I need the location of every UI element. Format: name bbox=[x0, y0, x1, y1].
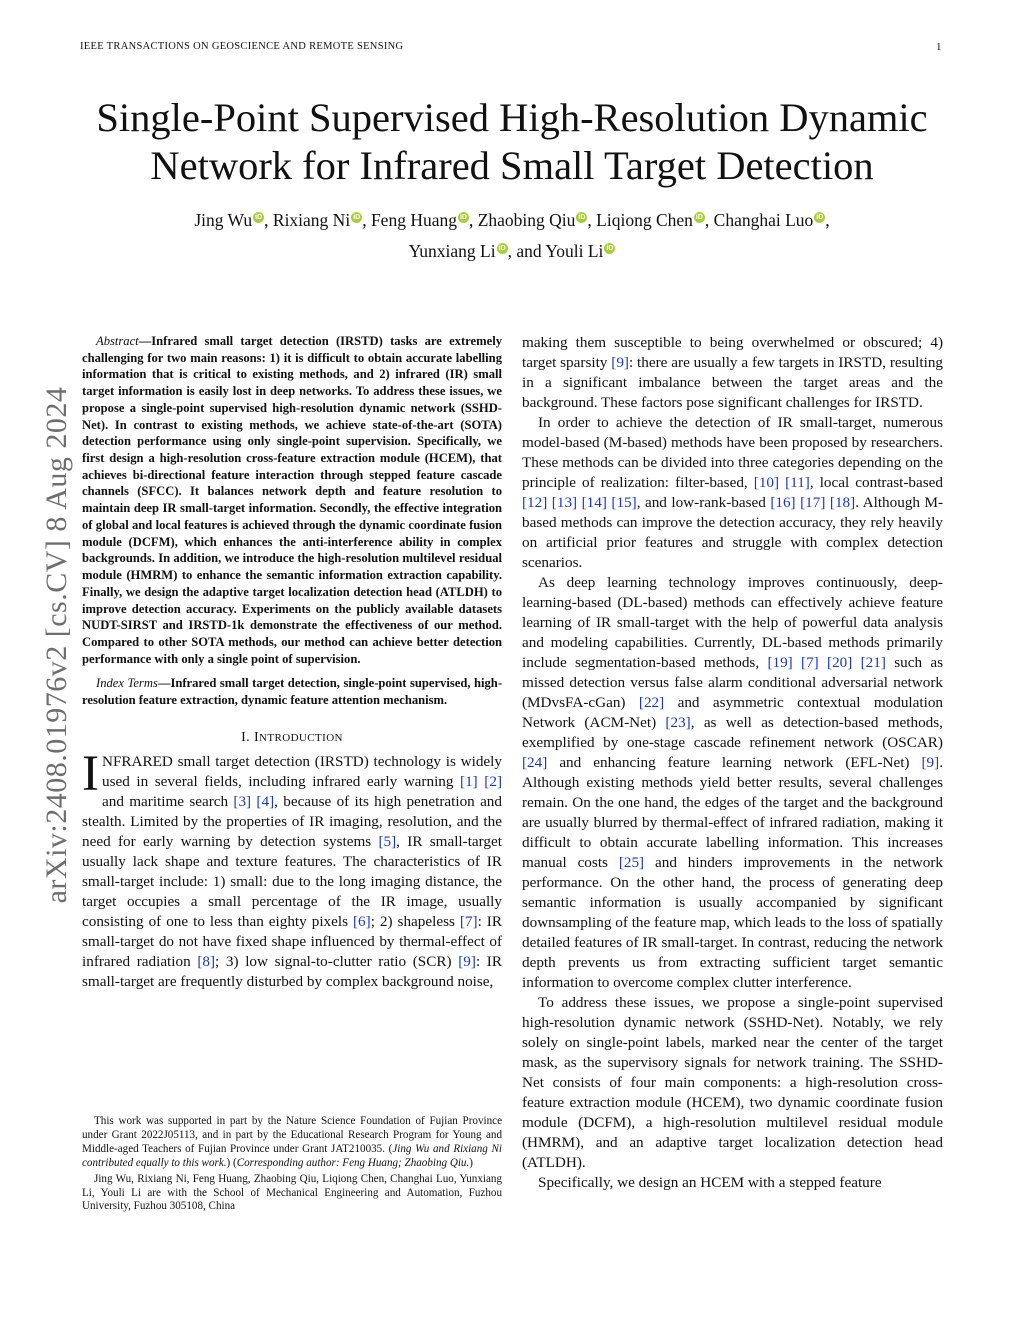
author-list bbox=[60, 205, 964, 267]
citation-link[interactable]: [11] bbox=[785, 474, 810, 491]
drop-cap: I bbox=[82, 745, 99, 802]
author-name: Changhai Luo bbox=[713, 210, 814, 230]
citation-link[interactable]: [21] bbox=[860, 654, 886, 671]
index-terms-text: —Infrared small target detection, single-point supervised, high-resolution feature extraction, dynamic feature attention mechanism. bbox=[82, 676, 503, 708]
author-name: Jing Wu bbox=[194, 210, 253, 230]
author-line-1: Jing Wu iD , Rixiang Ni iD , Feng Huang iD , Zhaobing Qiu iD , Liqiong Chen iD , Changhai Luo iD , bbox=[194, 210, 830, 230]
citation-link[interactable]: [13] bbox=[551, 494, 578, 511]
body-text-run: : IR small-target are frequently disturbed by complex background noise, bbox=[82, 952, 502, 990]
body-text-run: , local contrast-based bbox=[809, 474, 943, 491]
orcid-icon[interactable]: iD bbox=[353, 214, 361, 221]
body-text-run: Specifically, we design an HCEM with a stepped feature bbox=[538, 1174, 882, 1191]
citation-link[interactable]: [12] bbox=[522, 494, 548, 511]
citation-link[interactable]: [18] bbox=[829, 494, 856, 511]
footnotes bbox=[82, 1115, 502, 1216]
orcid-icon[interactable]: iD bbox=[459, 214, 467, 221]
citation-link[interactable]: [9] bbox=[921, 754, 940, 771]
body-text-run: and enhancing feature learning network (EFL-Net) bbox=[547, 754, 922, 771]
citation-link[interactable]: [9] bbox=[611, 354, 629, 371]
body-text-run: , as well as detection-based methods, exemplified by one-stage cascade refinement network (OSCAR) bbox=[522, 714, 943, 751]
citation-link[interactable]: [8] bbox=[197, 952, 216, 970]
citation-link[interactable]: [7] bbox=[801, 654, 819, 671]
citation-link[interactable]: [25] bbox=[618, 854, 645, 871]
abstract bbox=[82, 333, 502, 667]
paper-title: Single-Point Supervised High-Resolution Dynamic Network for Infrared Small Target Detection bbox=[96, 95, 928, 188]
body-text-run: and asymmetric contextual modulation Network (ACM-Net) bbox=[522, 694, 944, 731]
citation-link[interactable]: [1] bbox=[460, 772, 478, 790]
citation-link[interactable]: [22] bbox=[638, 694, 665, 711]
intro-text-right bbox=[522, 333, 943, 1193]
intro-paragraph-continued bbox=[522, 333, 943, 413]
index-terms-label: Index Terms bbox=[96, 676, 158, 691]
abstract-text: —Infrared small target detection (IRSTD) tasks are extremely challenging for two main reasons: 1) it is difficult to obtain accurate labelling information that is critical to existing methods, and 2) infrared (IR) small target information is easily lost in deep networks. To address these issues, we propose a single-point supervised high-resolution dynamic network (SSHD-Net). In contrast to existing methods, we achieve state-of-the-art (SOTA) detection performance using only single-point supervision. Specifically, we first design a high-resolution cross-feature extraction module (HCEM), that achieves bi-directional feature interaction through stepped feature cascade channels (SFCC). It balances network depth and feature resolution to maintain deep IR small-target information. Secondly, the effective integration of global and local features is achieved through the dynamic coordinate fusion module (DCFM), which enhances the anti-interference ability in complex backgrounds. In addition, we introduce the high-resolution multilevel residual module (HMRM) to enhance the semantic information extraction capability. Finally, we design the adaptive target localization detection head (ATLDH) to improve detection accuracy. Experiments on the publicly available datasets NUDT-SIRST and IRSTD-1k demonstrate the effectiveness of our method. Compared to other SOTA methods, our method can achieve better detection performance with only a single point of supervision. bbox=[82, 334, 502, 666]
citation-link[interactable]: [5] bbox=[378, 832, 397, 850]
citation-link[interactable]: [9] bbox=[458, 952, 476, 970]
citation-link[interactable]: [4] bbox=[256, 792, 275, 810]
body-text-run bbox=[793, 654, 801, 671]
citation-link[interactable]: [15] bbox=[611, 494, 637, 511]
body-text-run: , and low-rank-based bbox=[636, 494, 771, 511]
intro-paragraph bbox=[522, 413, 943, 573]
orcid-icon[interactable]: iD bbox=[606, 245, 614, 252]
affiliation-footnote: Jing Wu, Rixiang Ni, Feng Huang, Zhaobing Qiu, Liqiong Chen, Changhai Luo, Yunxiang Li, Youli Li are with the School of Mechanical Engineering and Automation, Fuzhou University, Fuzhou 305108, China bbox=[82, 1172, 502, 1213]
author-name: Yunxiang Li bbox=[408, 241, 496, 261]
orcid-icon[interactable]: iD bbox=[816, 214, 824, 221]
body-text-run: ; 2) shapeless bbox=[370, 912, 460, 930]
citation-link[interactable]: [19] bbox=[767, 654, 793, 671]
citation-link[interactable]: [16] bbox=[770, 494, 796, 511]
author-name: Rixiang Ni bbox=[272, 210, 351, 230]
running-head: IEEE TRANSACTIONS ON GEOSCIENCE AND REMOTE SENSING bbox=[80, 41, 404, 52]
section-title-initial: I bbox=[253, 729, 260, 745]
section-title-rest: NTRODUCTION bbox=[259, 731, 343, 744]
author-name: Zhaobing Qiu bbox=[477, 210, 576, 230]
body-text-run: : IR small-target do not have fixed shape influenced by thermal-effect of infrared radiation bbox=[82, 912, 502, 970]
body-text-run: making them susceptible to being overwhelmed or obscured; 4) target sparsity bbox=[522, 334, 943, 371]
author-line-2: Yunxiang Li iD , and Youli Li iD bbox=[408, 241, 614, 261]
arxiv-stamp: arXiv:2408.01976v2 [cs.CV] 8 Aug 2024 bbox=[40, 386, 73, 904]
body-text-run: . Although existing methods yield better results, several challenges remain. On the one hand, the edges of the target and the background are usually blurred by thermal-effect of infrared radiation, making it difficult to obtain accurate labelling information. This increases manual costs bbox=[522, 754, 943, 871]
intro-paragraph bbox=[522, 1173, 943, 1193]
body-text-run: , IR small-target usually lack shape and texture features. The characteristics of IR small-target include: 1) small: due to the long imaging distance, the target occupies a small percentage of the IR image, usually consisting of one to less than eighty pixels bbox=[82, 832, 502, 930]
intro-paragraph bbox=[522, 993, 943, 1173]
citation-link[interactable]: [10] bbox=[753, 474, 780, 491]
author-name: Feng Huang bbox=[370, 210, 457, 230]
left-column bbox=[82, 333, 502, 992]
body-text-run: NFRARED small target detection (IRSTD) technology is widely used in several fields, including infrared early warning bbox=[101, 752, 502, 790]
body-text-run: In order to achieve the detection of IR small-target, numerous model-based (M-based) methods have been proposed by researchers. These methods can be divided into three categories depending on the principle of realization: filter-based, bbox=[522, 414, 943, 491]
abstract-label: Abstract bbox=[96, 334, 139, 348]
body-text-run bbox=[819, 654, 827, 671]
citation-link[interactable]: [6] bbox=[352, 912, 371, 930]
orcid-icon[interactable]: iD bbox=[255, 214, 263, 221]
index-terms bbox=[82, 675, 502, 708]
citation-link[interactable]: [3] bbox=[233, 792, 252, 810]
citation-link[interactable]: [20] bbox=[827, 654, 853, 671]
body-text-run: and hinders improvements in the network performance. On the other hand, the process of generating deep semantic information is usually accompanied by significant downsampling of the feature map, which leads to the loss of spatially detailed features of IR small-target. In contrast, reducing the network depth prevents us from extracting sufficient target semantic information to overcome complex clutter interference. bbox=[522, 854, 943, 991]
citation-link[interactable]: [14] bbox=[581, 494, 607, 511]
body-text-run: . Although M-based methods can improve the detection accuracy, they rely heavily on artificial prior features and struggle with complex detection scenarios. bbox=[522, 494, 944, 571]
author-name: Youli Li bbox=[545, 241, 604, 261]
citation-link[interactable]: [7] bbox=[459, 912, 478, 930]
author-name: Liqiong Chen bbox=[596, 210, 693, 230]
orcid-icon[interactable]: iD bbox=[578, 214, 586, 221]
body-text-run: As deep learning technology improves continuously, deep-learning-based (DL-based) methods can effectively achieve feature learning of IR small-target with the help of powerful data analysis and modeling capabilities. Currently, DL-based methods primarily include segmentation-based methods, bbox=[522, 574, 943, 671]
citation-link[interactable]: [17] bbox=[800, 494, 826, 511]
right-column bbox=[522, 333, 943, 1193]
intro-text-left bbox=[82, 745, 503, 992]
orcid-icon[interactable]: iD bbox=[695, 214, 703, 221]
page-number: 1 bbox=[936, 41, 942, 53]
body-text-run: : there are usually a few targets in IRSTD, resulting in a significant imbalance between the target areas and the background. These factors pose significant challenges for IRSTD. bbox=[522, 354, 944, 411]
citation-link[interactable]: [2] bbox=[484, 772, 503, 790]
body-text-run: , because of its high penetration and stealth. Limited by the properties of IR imaging, resolution, and the need for early warning by detection systems bbox=[82, 792, 502, 850]
body-text-run: and maritime search bbox=[101, 792, 234, 810]
body-text-run: ; 3) low signal-to-clutter ratio (SCR) bbox=[215, 952, 459, 970]
section-heading-introduction bbox=[82, 730, 502, 746]
body-text-run bbox=[852, 654, 860, 671]
body-text-run: such as missed detection versus false alarm conditional adversarial network (MDvsFA-cGan) bbox=[522, 654, 943, 711]
citation-link[interactable]: [24] bbox=[522, 754, 548, 771]
body-text-run: To address these issues, we propose a single-point supervised high-resolution dynamic network (SSHD-Net). Notably, we rely solely on single-point labels, marked near the center of the target mask, as the supervisory signals for network training. The SSHD-Net consists of four main components: a high-resolution cross-feature extraction module (HCEM), two dynamic coordinate fusion module (DCFM), a high-resolution multilevel residual module (HMRM), and an adaptive target localization detection head (ATLDH). bbox=[522, 994, 943, 1171]
funding-footnote: This work was supported in part by the Nature Science Foundation of Fujian Province under Grant 2022J05113, and in part by the Educational Research Program for Young and Middle-aged Teachers of Fujian Province under Grant JAT210035. (Jing Wu and Rixiang Ni contributed equally to this work.) (Corresponding author: Feng Huang; Zhaobing Qiu.) bbox=[82, 1115, 502, 1169]
intro-paragraph bbox=[522, 573, 943, 993]
intro-paragraph bbox=[82, 745, 503, 992]
orcid-icon[interactable]: iD bbox=[498, 245, 506, 252]
section-numeral: I. bbox=[241, 729, 251, 745]
citation-link[interactable]: [23] bbox=[665, 714, 691, 731]
